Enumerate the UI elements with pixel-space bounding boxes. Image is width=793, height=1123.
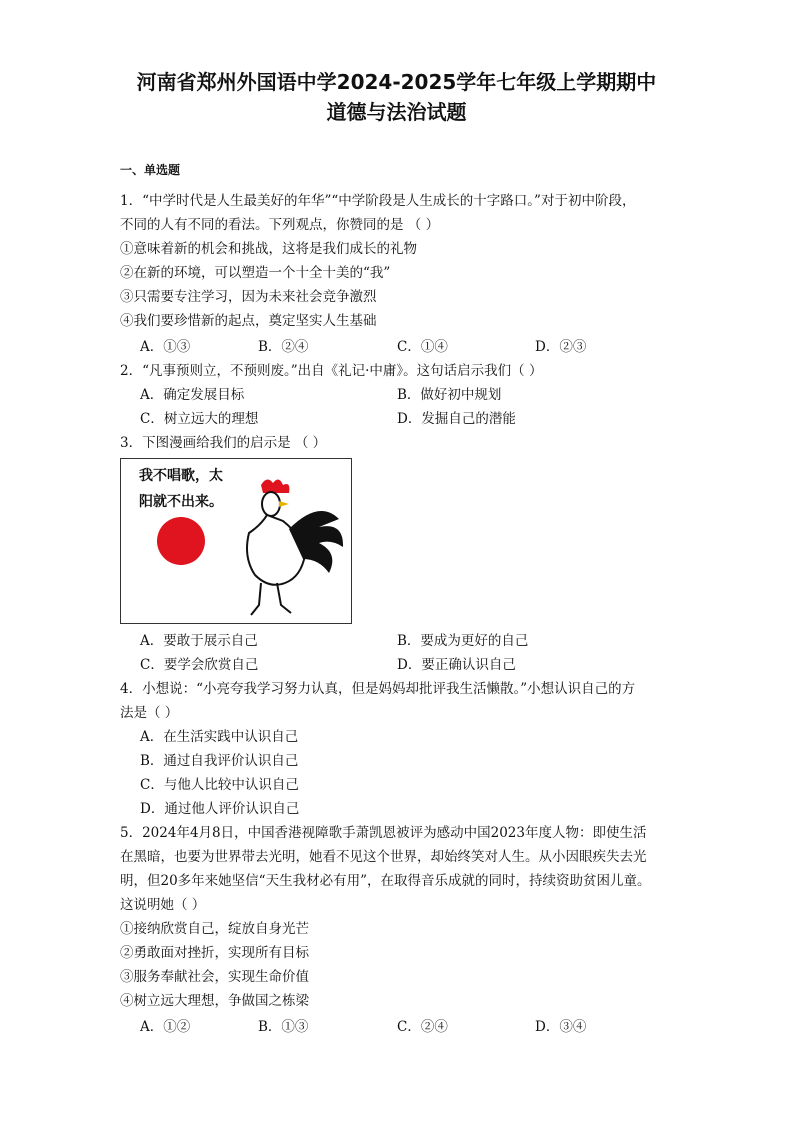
rooster-cartoon [120,458,352,624]
rooster-illustration [121,459,351,623]
q1-line: 1．“中学时代是人生最美好的年华”“中学阶段是人生成长的十字路口。”对于初中阶段， [120,193,636,209]
q2-option-b[interactable]: B．做好初中规划 [397,387,502,403]
q3-line: 3．下图漫画给我们的启示是 （ ） [120,435,327,451]
q1-item: ①意味着新的机会和挑战，这将是我们成长的礼物 [120,241,417,257]
q5-option-a[interactable]: A．①② [140,1019,191,1035]
q5-line: 这说明她（ ） [120,897,206,913]
q4-option-d[interactable]: D．通过他人评价认识自己 [140,801,300,817]
title-line-1: 河南省郑州外国语中学2024-2025学年七年级上学期期中 [136,70,657,94]
q5-item: ①接纳欣赏自己，绽放自身光芒 [120,921,309,937]
sun-icon [157,517,205,565]
q5-option-b[interactable]: B．①③ [258,1019,309,1035]
q4-option-a[interactable]: A．在生活实践中认识自己 [140,729,299,745]
cartoon-speech-line: 我不唱歌，太 [139,468,223,484]
q5-option-c[interactable]: C．②④ [397,1019,448,1035]
cartoon-speech-line: 阳就不出来。 [139,494,223,510]
q3-option-b[interactable]: B．要成为更好的自己 [397,633,529,649]
q1-option-d[interactable]: D．②③ [535,339,587,355]
q1-line: 不同的人有不同的看法。下列观点，你赞同的是 （ ） [120,217,440,233]
q1-option-b[interactable]: B．②④ [258,339,309,355]
q4-line: 4．小想说：“小亮夸我学习努力认真，但是妈妈却批评我生活懒散。”小想认识自己的方 [120,681,636,697]
q5-line: 明，但20多年来她坚信“天生我材必有用”，在取得音乐成就的同时，持续资助贫困儿童。 [120,873,651,889]
q4-option-c[interactable]: C．与他人比较中认识自己 [140,777,299,793]
q5-item: ③服务奉献社会，实现生命价值 [120,969,309,985]
q3-option-d[interactable]: D．要正确认识自己 [397,657,516,673]
q3-option-c[interactable]: C．要学会欣赏自己 [140,657,259,673]
q5-line: 5．2024年4月8日，中国香港视障歌手萧凯恩被评为感动中国2023年度人物：即使生活 [120,825,647,841]
q1-item: ④我们要珍惜新的起点，奠定坚实人生基础 [120,313,377,329]
q2-line: 2．“凡事预则立，不预则废。”出自《礼记·中庸》。这句话启示我们（ ） [120,363,543,379]
q4-option-b[interactable]: B．通过自我评价认识自己 [140,753,299,769]
q5-line: 在黑暗，也要为世界带去光明，她看不见这个世界，却始终笑对人生。从小因眼疾失去光 [120,849,647,865]
q2-option-a[interactable]: A．确定发展目标 [140,387,245,403]
q1-item: ②在新的环境，可以塑造一个十全十美的“我” [120,265,391,281]
q2-option-c[interactable]: C．树立远大的理想 [140,411,259,427]
q1-item: ③只需要专注学习，因为未来社会竞争激烈 [120,289,377,305]
q2-option-d[interactable]: D．发掘自己的潜能 [397,411,516,427]
q1-option-a[interactable]: A．①③ [140,339,191,355]
q3-option-a[interactable]: A．要敢于展示自己 [140,633,258,649]
q5-option-d[interactable]: D．③④ [535,1019,587,1035]
q5-item: ②勇敢面对挫折，实现所有目标 [120,945,309,961]
title-line-2: 道德与法治试题 [326,100,467,124]
q4-line: 法是（ ） [120,705,179,721]
q1-option-c[interactable]: C．①④ [397,339,448,355]
section-heading: 一、单选题 [120,163,181,177]
q5-item: ④树立远大理想，争做国之栋梁 [120,993,309,1009]
